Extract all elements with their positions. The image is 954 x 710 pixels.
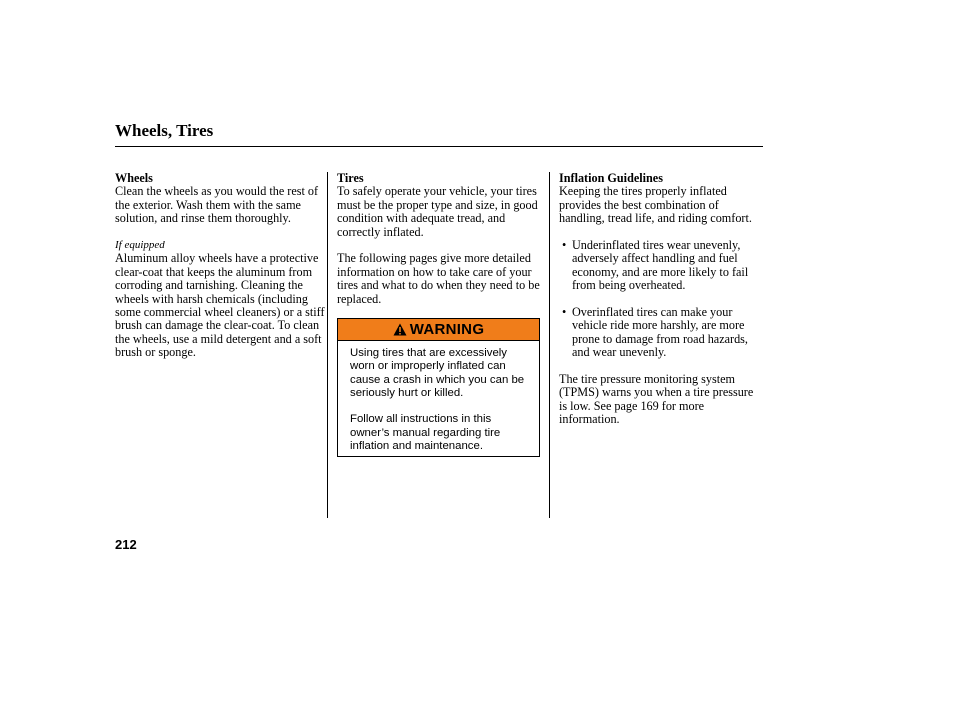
warning-text: Follow all instructions in this owner’s manual regarding tire inflation and maintenance. bbox=[350, 413, 501, 453]
alloy-wheels-paragraph: Aluminum alloy wheels have a protective clear-coat that keeps the aluminum from corroding and tarnishing. Cleaning the wheels with harsh chemicals (including some commercial wheel cleaners) or a stiff brush can damage the clear-coat. To clean the wheels, use a mild detergent and a soft brush or sponge. bbox=[115, 251, 325, 360]
warning-triangle-icon bbox=[393, 323, 407, 336]
inflation-heading: Inflation Guidelines bbox=[559, 171, 663, 185]
list-item bbox=[559, 239, 764, 293]
column-divider bbox=[549, 172, 550, 518]
bullet-text: Underinflated tires wear unevenly, adversely affect handling and fuel economy, and are more likely to fail from being overheated. bbox=[572, 238, 749, 293]
inflation-column bbox=[559, 172, 764, 427]
wheels-heading: Wheels bbox=[115, 171, 153, 185]
list-item bbox=[559, 306, 764, 360]
tires-heading: Tires bbox=[337, 171, 364, 185]
tires-pages-paragraph: The following pages give more detailed information on how to take care of your tires and what to do when they need to be replaced. bbox=[337, 251, 540, 306]
title-rule bbox=[115, 146, 763, 147]
warning-text: Using tires that are excessively worn or improperly inflated can cause a crash in which you can be seriously hurt or killed. bbox=[350, 347, 525, 399]
inflation-paragraph: Keeping the tires properly inflated provides the best combination of handling, tread life, and riding comfort. bbox=[559, 184, 752, 226]
warning-body bbox=[338, 341, 539, 453]
if-equipped-note: If equipped bbox=[115, 239, 165, 252]
wheels-paragraph: Clean the wheels as you would the rest of the exterior. Wash them with the same solution, and rinse them thoroughly. bbox=[115, 184, 319, 226]
warning-header bbox=[338, 319, 539, 341]
column-divider bbox=[327, 172, 328, 518]
wheels-column bbox=[115, 172, 325, 360]
warning-box bbox=[337, 318, 540, 457]
page-title: Wheels, Tires bbox=[115, 121, 214, 140]
tires-column bbox=[337, 172, 543, 306]
bullet-marker: • bbox=[562, 305, 567, 320]
bullet-marker: • bbox=[562, 238, 567, 253]
bullet-text: Overinflated tires can make your vehicle ride more harshly, are more prone to damage from road hazards, and wear unevenly. bbox=[572, 305, 748, 360]
page-number: 212 bbox=[115, 537, 137, 552]
warning-label: WARNING bbox=[409, 321, 485, 338]
tires-paragraph: To safely operate your vehicle, your tires must be the proper type and size, in good condition with adequate tread, and correctly inflated. bbox=[337, 184, 538, 239]
tpms-paragraph: The tire pressure monitoring system (TPMS) warns you when a tire pressure is low. See page 169 for more information. bbox=[559, 372, 754, 427]
